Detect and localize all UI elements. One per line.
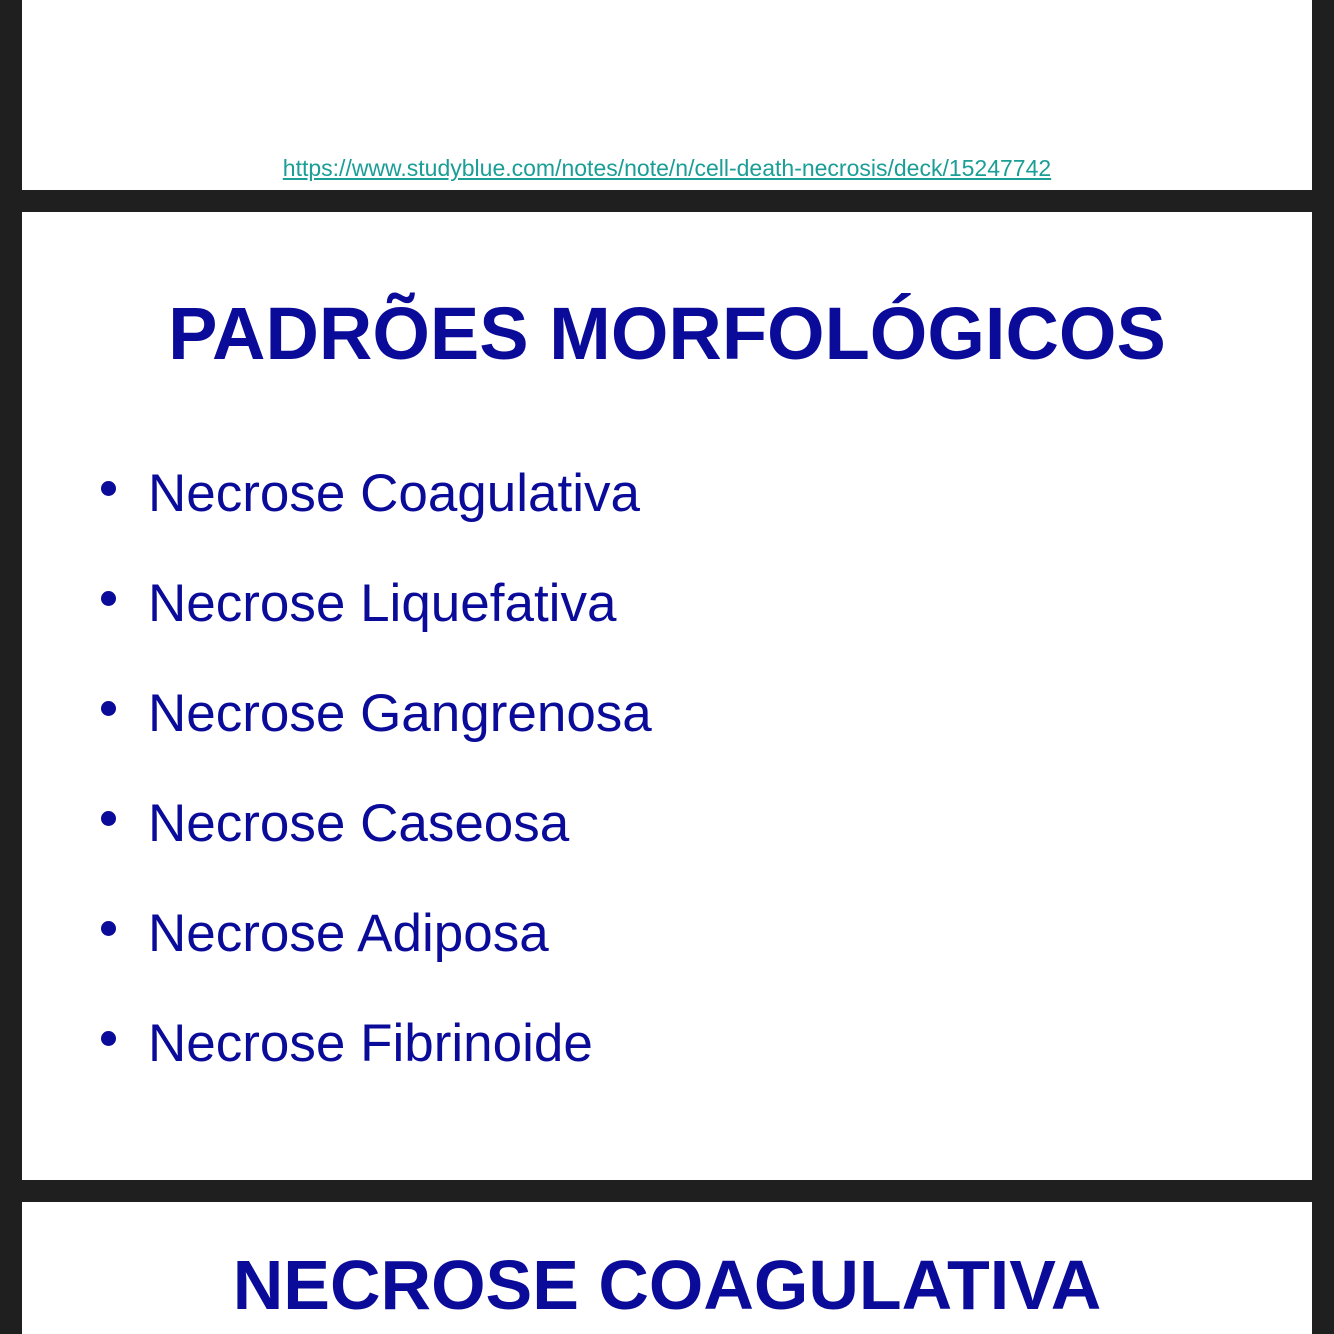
list-item-text: Necrose Fibrinoide	[148, 1014, 593, 1073]
list-item-text: Necrose Adiposa	[148, 904, 549, 963]
bullet-icon	[101, 811, 116, 826]
slide-coagulative-necrosis	[22, 1202, 1312, 1334]
list-item-text: Necrose Caseosa	[148, 794, 570, 853]
slide-top	[22, 0, 1312, 190]
bullet-icon	[101, 591, 116, 606]
list-item	[97, 794, 652, 907]
source-link[interactable]: https://www.studyblue.com/notes/note/n/cell-death-necrosis/deck/15247742	[282, 155, 1052, 181]
list-item-text: Necrose Coagulativa	[148, 464, 640, 523]
bullet-list	[97, 464, 652, 1127]
bullet-icon	[101, 921, 116, 936]
list-item-text: Necrose Gangrenosa	[148, 684, 652, 743]
slide-morphological-patterns	[22, 212, 1312, 1180]
bullet-icon	[101, 481, 116, 496]
list-item	[97, 1014, 652, 1127]
list-item	[97, 574, 652, 687]
slide-title: PADRÕES MORFOLÓGICOS	[168, 292, 1166, 375]
list-item	[97, 464, 652, 577]
bullet-icon	[101, 1031, 116, 1046]
bullet-icon	[101, 701, 116, 716]
slide-title: NECROSE COAGULATIVA	[232, 1246, 1102, 1324]
list-item	[97, 684, 652, 797]
list-item	[97, 904, 652, 1017]
list-item-text: Necrose Liquefativa	[148, 574, 617, 633]
